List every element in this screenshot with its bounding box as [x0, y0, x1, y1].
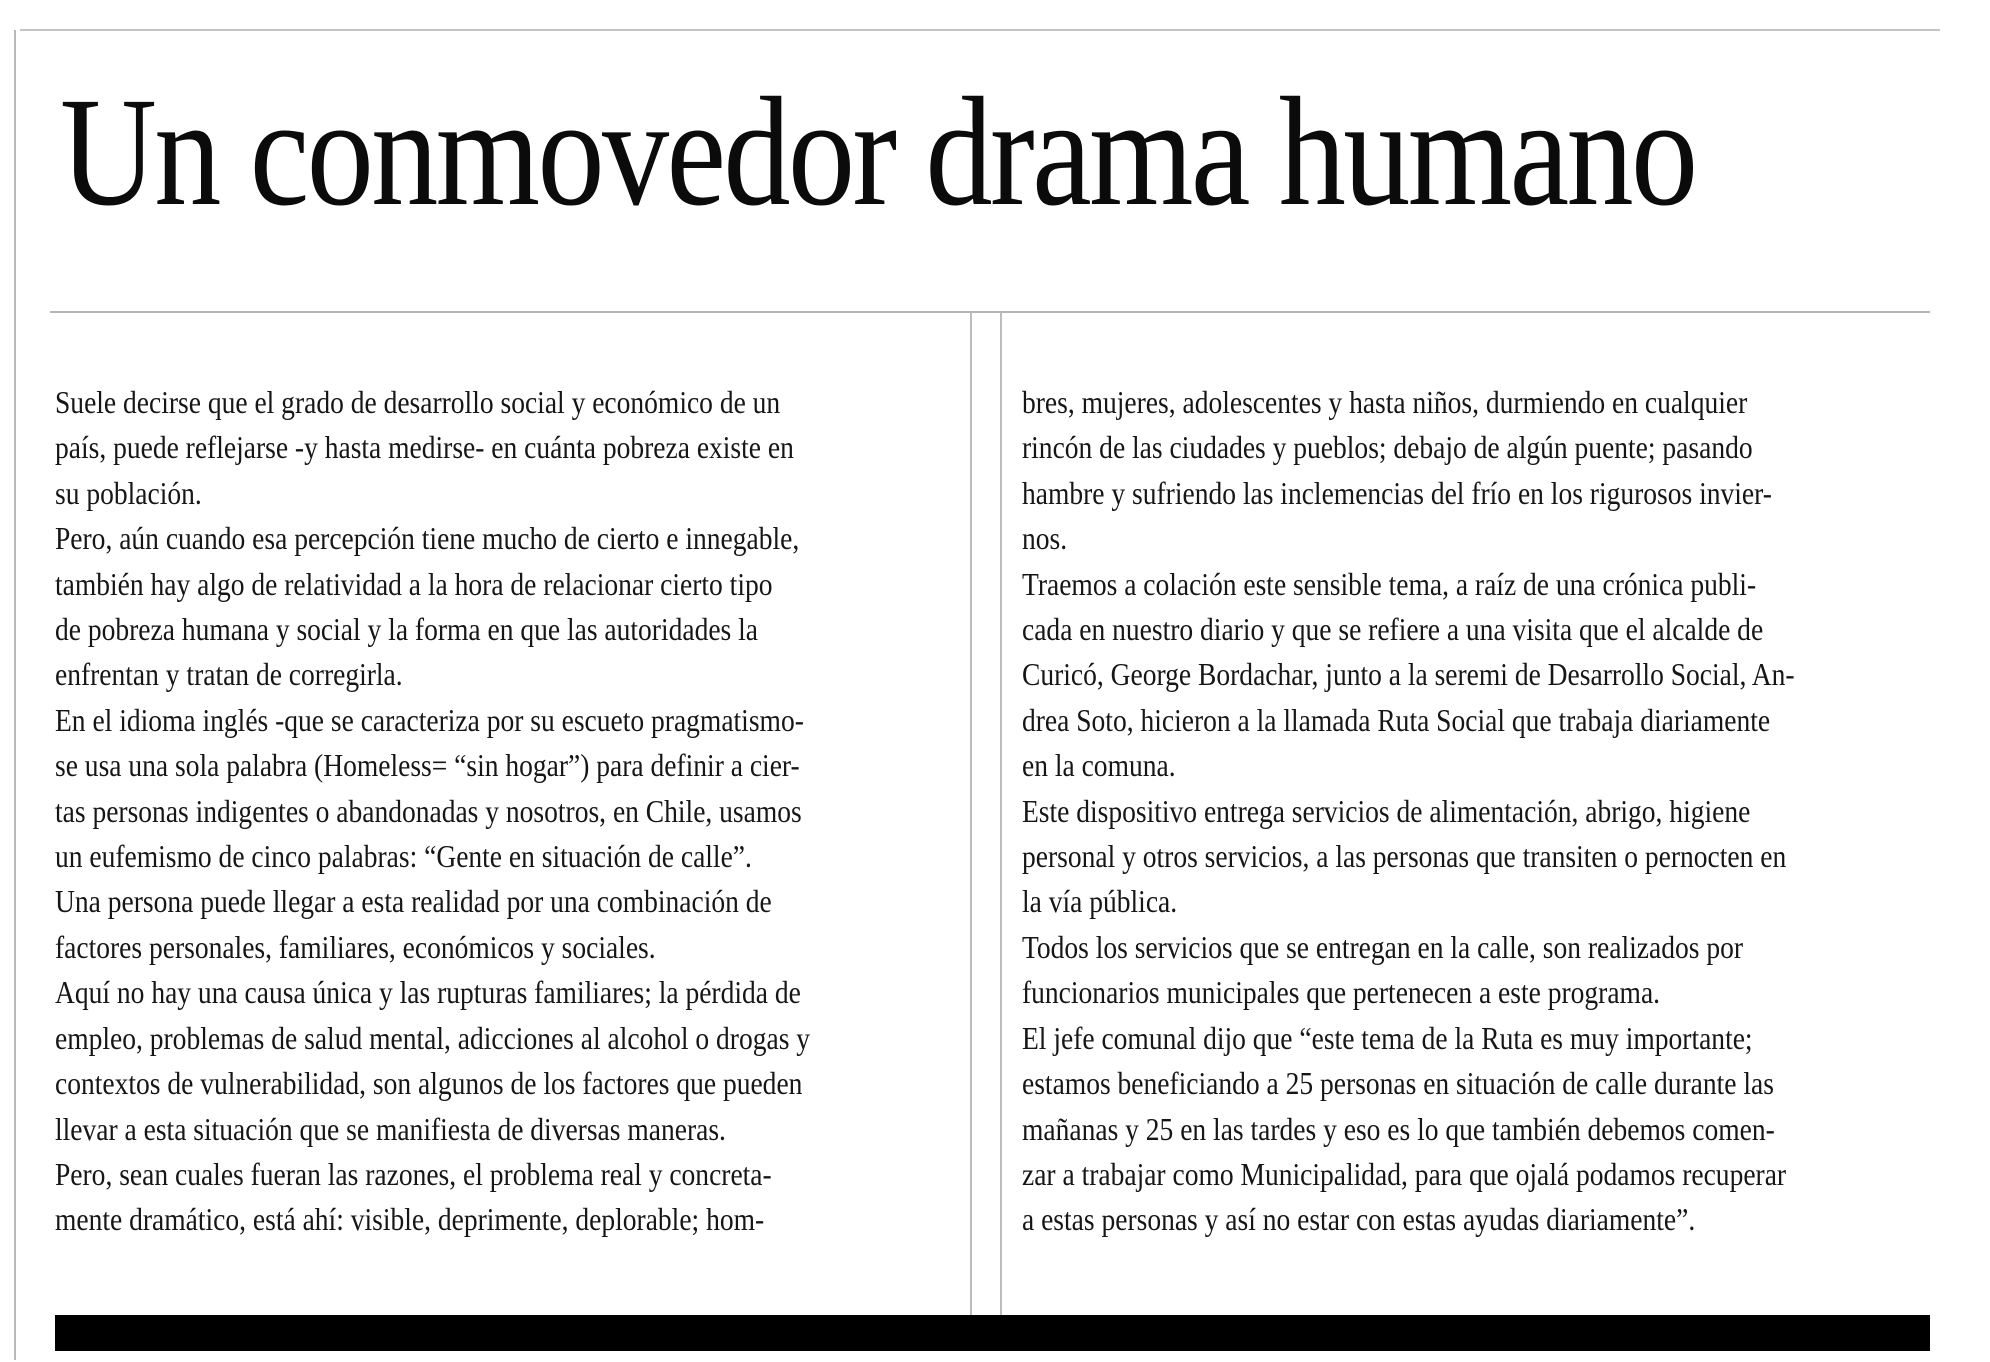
top-rule [20, 29, 1940, 31]
left-column-line: país, puede reflejarse -y hasta medirse- en cuánta pobreza existe en [55, 429, 794, 466]
left-column-line: Una persona puede llegar a esta realidad por una combinación de [55, 883, 772, 920]
right-column-line: drea Soto, hicieron a la llamada Ruta Social que trabaja diariamente [1022, 701, 1771, 738]
right-column-line: Este dispositivo entrega servicios de alimentación, abrigo, higiene [1022, 792, 1751, 829]
right-column-line: personal y otros servicios, a las personas que transiten o pernocten en [1022, 838, 1787, 875]
left-column-line: empleo, problemas de salud mental, adicciones al alcohol o drogas y [55, 1019, 811, 1056]
headline-divider [50, 311, 1930, 313]
left-column-line: se usa una sola palabra (Homeless= “sin hogar”) para definir a cier- [55, 747, 800, 784]
left-column-line: enfrentan y tratan de corregirla. [55, 656, 403, 693]
left-column-line: contextos de vulnerabilidad, son algunos de los factores que pueden [55, 1065, 803, 1102]
bottom-black-bar [55, 1315, 1930, 1351]
right-column-line: estamos beneficiando a 25 personas en situación de calle durante las [1022, 1065, 1774, 1102]
left-column-line: mente dramático, está ahí: visible, deprimente, deplorable; hom- [55, 1201, 765, 1238]
column-divider-left [970, 313, 972, 1315]
right-column-line: Todos los servicios que se entregan en la calle, son realizados por [1022, 928, 1744, 965]
left-column-line: Pero, aún cuando esa percepción tiene mucho de cierto e innegable, [55, 520, 800, 557]
left-column-line: Suele decirse que el grado de desarrollo social y económico de un [55, 384, 781, 420]
left-column-line: también hay algo de relatividad a la hora de relacionar cierto tipo [55, 565, 773, 602]
column-divider-right [1000, 313, 1002, 1315]
right-column-line: la vía pública. [1022, 883, 1178, 920]
left-column-line: tas personas indigentes o abandonadas y nosotros, en Chile, usamos [55, 792, 802, 829]
right-column-line: a estas personas y así no estar con estas ayudas diariamente”. [1022, 1201, 1696, 1238]
right-column-line: Curicó, George Bordachar, junto a la seremi de Desarrollo Social, An- [1022, 656, 1795, 693]
left-column-line: de pobreza humana y social y la forma en que las autoridades la [55, 611, 759, 648]
left-column-line: En el idioma inglés -que se caracteriza por su escueto pragmatismo- [55, 701, 804, 738]
right-column-line: cada en nuestro diario y que se refiere a una visita que el alcalde de [1022, 611, 1764, 648]
right-column-line: mañanas y 25 en las tardes y eso es lo que también debemos comen- [1022, 1110, 1775, 1147]
left-column-line: Aquí no hay una causa única y las rupturas familiares; la pérdida de [55, 974, 801, 1011]
page-edge-rule [14, 30, 16, 1360]
right-column-line: en la comuna. [1022, 747, 1176, 784]
headline: Un conmovedor drama humano [60, 65, 1696, 238]
right-column-line: El jefe comunal dijo que “este tema de la Ruta es muy importante; [1022, 1019, 1753, 1056]
right-column-line: Traemos a colación este sensible tema, a raíz de una crónica publi- [1022, 565, 1757, 602]
right-column-line: bres, mujeres, adolescentes y hasta niños, durmiendo en cualquier [1022, 384, 1748, 420]
left-column-line: llevar a esta situación que se manifiesta de diversas maneras. [55, 1110, 726, 1147]
left-column-line: un eufemismo de cinco palabras: “Gente en situación de calle”. [55, 838, 752, 875]
right-column-line: hambre y sufriendo las inclemencias del frío en los rigurosos invier- [1022, 474, 1772, 511]
right-column-line: funcionarios municipales que pertenecen a este programa. [1022, 974, 1661, 1011]
right-column-line: zar a trabajar como Municipalidad, para que ojalá podamos recuperar [1022, 1155, 1787, 1192]
right-column-line: rincón de las ciudades y pueblos; debajo de algún puente; pasando [1022, 429, 1753, 466]
right-column-line: nos. [1022, 520, 1068, 557]
left-column-line: Pero, sean cuales fueran las razones, el problema real y concreta- [55, 1155, 772, 1192]
left-column-line: factores personales, familiares, económicos y sociales. [55, 928, 656, 965]
left-column [55, 380, 955, 1243]
right-column [1022, 380, 1932, 1243]
left-column-line: su población. [55, 474, 202, 511]
